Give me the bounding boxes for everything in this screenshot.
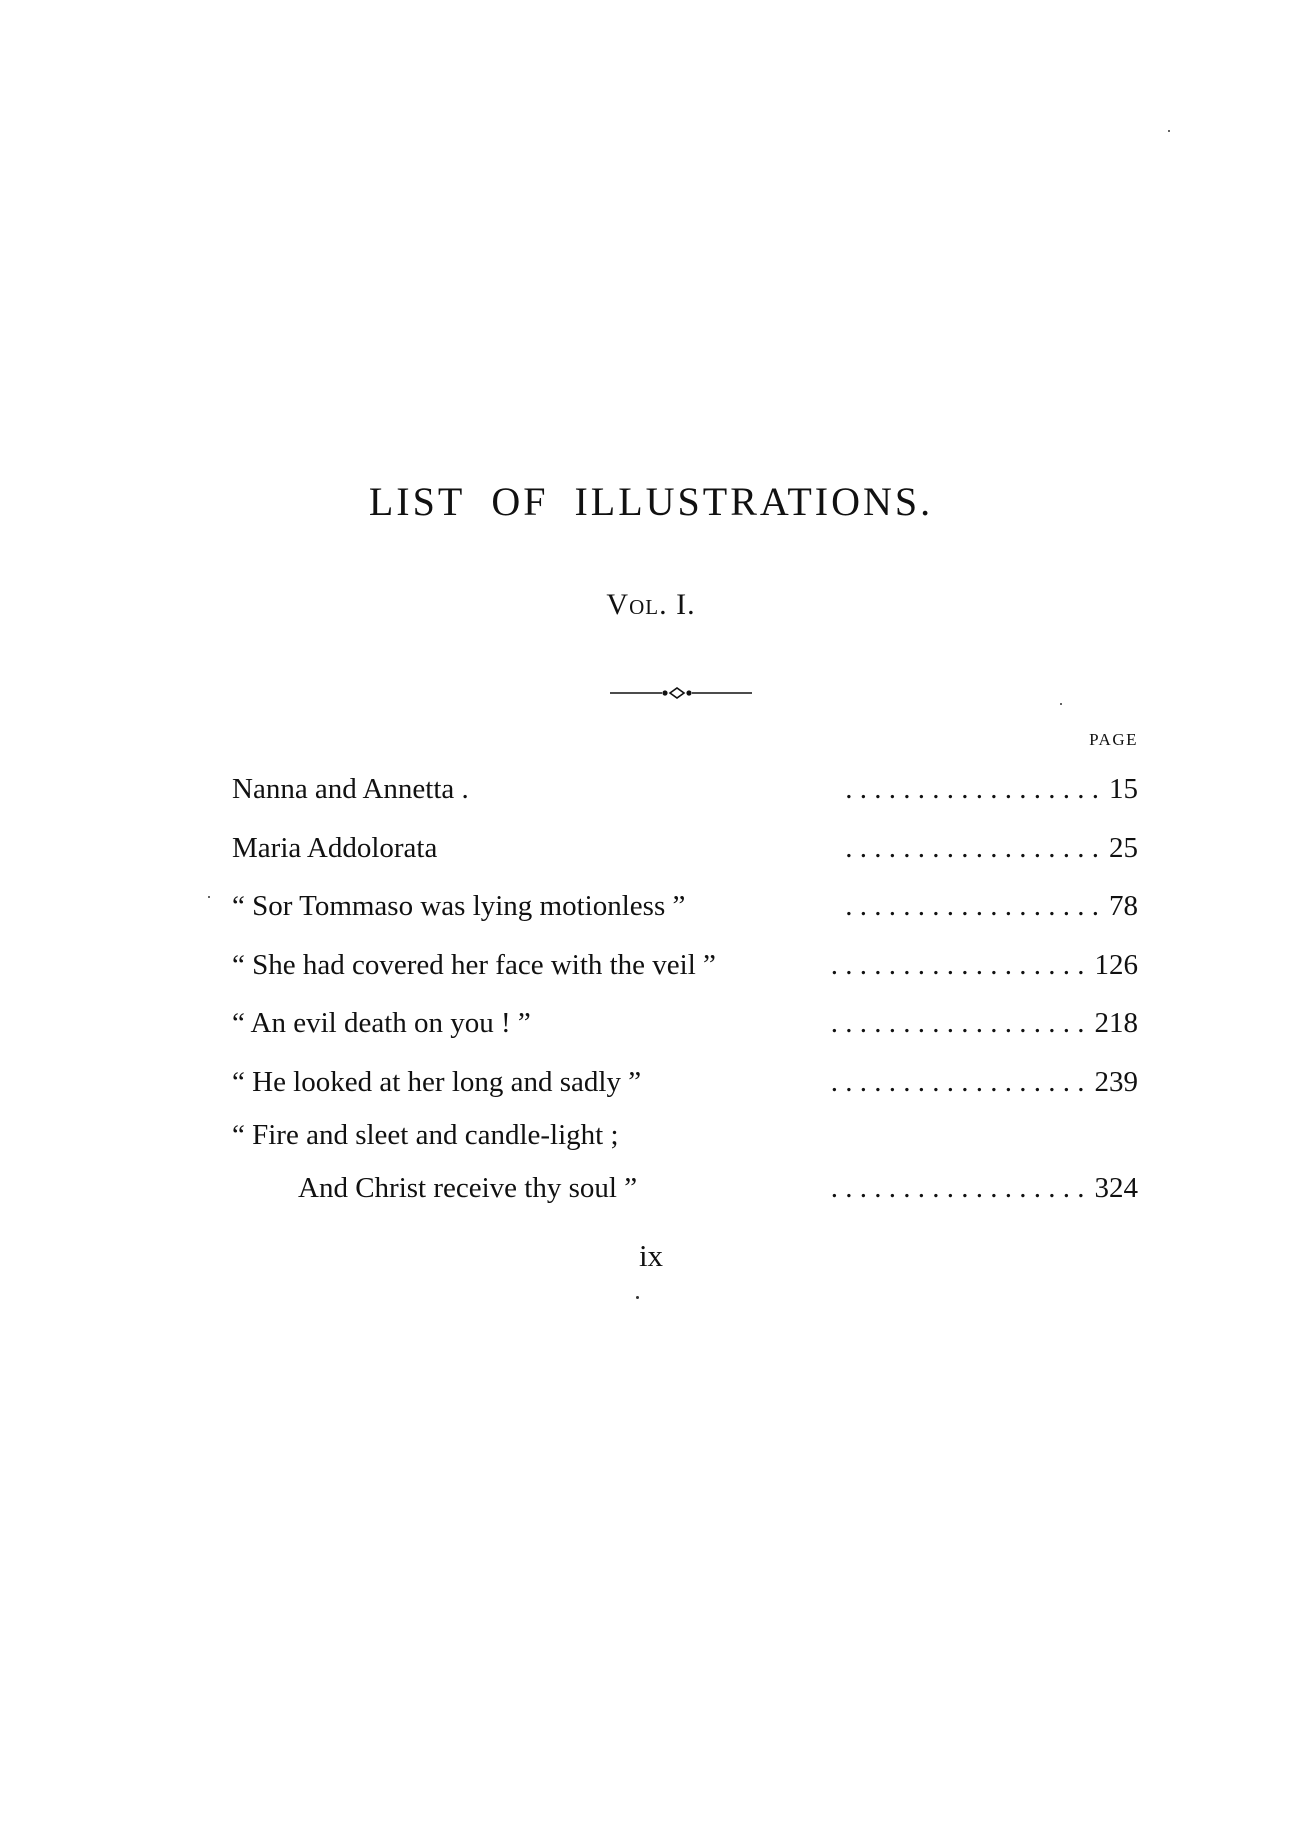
scan-speck — [1060, 703, 1062, 705]
entry-title-line-2-row — [232, 1159, 1138, 1218]
title-word-list: LIST — [368, 479, 466, 524]
scan-speck — [208, 896, 210, 898]
scan-speck — [636, 1296, 639, 1299]
entry-page-number: 239 — [1094, 1065, 1138, 1098]
volume-heading: Vol. I. — [606, 588, 696, 621]
dot-leader: . . . . . . . . . . . . . . . . . . — [845, 773, 1099, 805]
entry-page-number: 324 — [1094, 1172, 1138, 1204]
list-item — [232, 819, 1138, 878]
list-item — [232, 760, 1138, 819]
list-item — [232, 936, 1138, 995]
dot-leader: . . . . . . . . . . . . . . . . . . — [830, 1007, 1085, 1039]
entry-title-line-1: “ Fire and sleet and candle-light ; — [232, 1119, 619, 1151]
dot-leader: . . . . . . . . . . . . . . . . . . — [845, 831, 1099, 864]
ornament-divider — [610, 685, 752, 701]
list-item — [232, 877, 1138, 936]
entry-page-number: 218 — [1094, 1007, 1138, 1039]
dot-leader: . . . . . . . . . . . . . . . . . . — [830, 1065, 1085, 1098]
folio-page-number: ix — [638, 1238, 664, 1273]
entry-page-number: 25 — [1109, 831, 1138, 864]
entry-page-number: 78 — [1109, 890, 1138, 922]
entry-page-number: 15 — [1109, 773, 1138, 805]
entry-title: Nanna and Annetta . — [232, 773, 469, 805]
list-item — [232, 1053, 1138, 1112]
scan-speck — [1168, 130, 1170, 132]
entry-title: “ An evil death on you ! ” — [232, 1007, 531, 1039]
title-word-illustrations: ILLUSTRATIONS. — [574, 479, 934, 524]
list-item — [232, 994, 1138, 1053]
entry-title: “ He looked at her long and sadly ” — [232, 1065, 642, 1098]
entry-title: “ She had covered her face with the veil ” — [232, 948, 716, 981]
dot-leader: . . . . . . . . . . . . . . . . . . — [830, 1172, 1085, 1204]
dot-leader: . . . . . . . . . . . . . . . . . . — [830, 948, 1085, 981]
list-item — [232, 1111, 1138, 1218]
entry-title-line-2: And Christ receive thy soul ” — [298, 1172, 638, 1204]
page-column-label: PAGE — [1089, 730, 1138, 749]
entry-page-number: 126 — [1094, 948, 1138, 981]
page-title — [0, 478, 1302, 525]
entry-title: “ Sor Tommaso was lying motionless ” — [232, 890, 686, 922]
dot-leader: . . . . . . . . . . . . . . . . . . — [845, 890, 1099, 922]
entry-title: Maria Addolorata — [232, 831, 438, 864]
title-word-of: OF — [491, 479, 549, 524]
illustrations-list — [232, 760, 1138, 1218]
